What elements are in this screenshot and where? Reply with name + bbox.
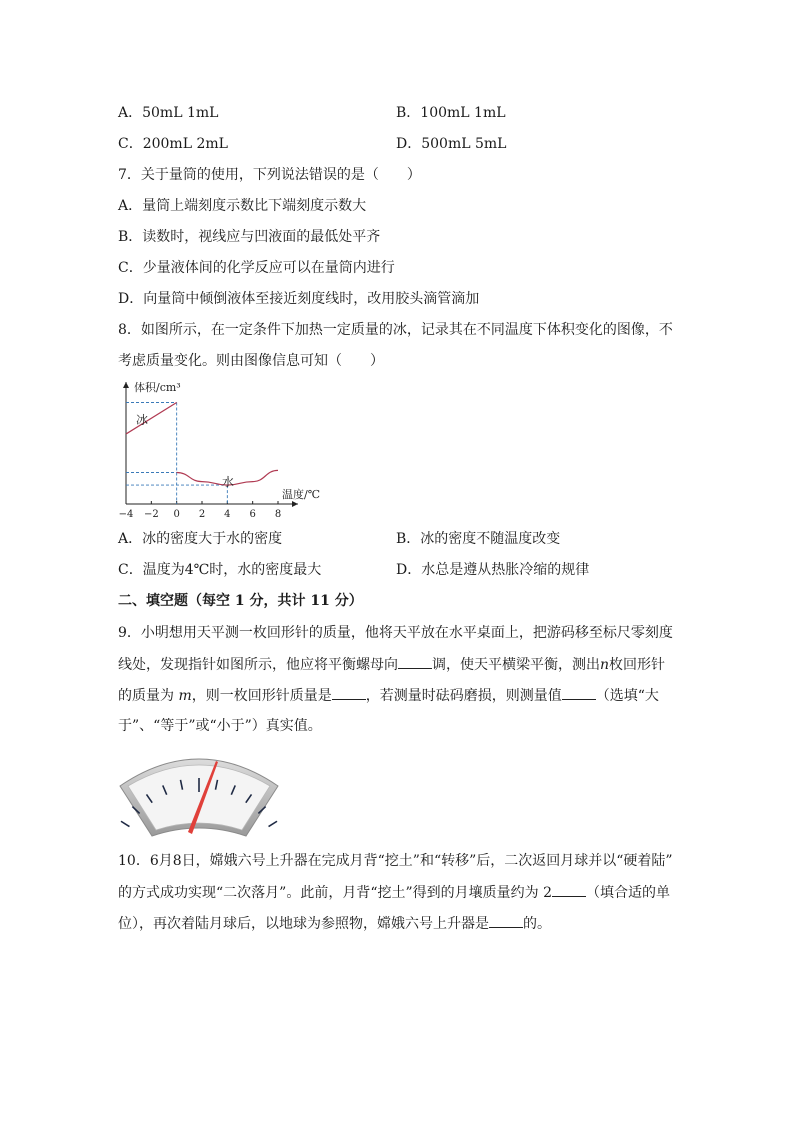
q7-option-b: B．读数时，视线应与凹液面的最低处平齐 xyxy=(118,229,381,245)
volume-temperature-chart xyxy=(112,378,334,523)
x-tick-label: 4 xyxy=(224,509,231,520)
q9-line3-a: 的质量为 xyxy=(118,688,174,704)
q8-option-d: D．水总是遵从热胀冷缩的规律 xyxy=(396,562,590,578)
q10-blank-unit[interactable] xyxy=(552,882,586,897)
q9-blank-compare[interactable] xyxy=(562,685,596,700)
y-axis-label: 体积/cm³ xyxy=(134,381,181,394)
q9-line1: 9．小明想用天平测一枚回形针的质量，他将天平放在水平桌面上，把游码移至标尺零刻度 xyxy=(118,625,673,641)
q9-line2 xyxy=(118,654,665,675)
x-axis-label: 温度/℃ xyxy=(282,488,321,501)
series-ice xyxy=(126,403,177,435)
q8-stem-line2: 考虑质量变化。则由图像信息可知（ ） xyxy=(118,353,384,369)
q7-stem: 7．关于量筒的使用，下列说法错误的是（ ） xyxy=(118,167,421,183)
q9-line2-a: 线处，发现指针如图所示，他应将平衡螺母向 xyxy=(118,657,398,673)
q10-blank-motion[interactable] xyxy=(489,913,523,928)
q7-option-d: D．向量筒中倾倒液体至接近刻度线时，改用胶头滴管滴加 xyxy=(118,291,480,307)
ice-label: 冰 xyxy=(136,413,149,427)
q8-option-a: A．冰的密度大于水的密度 xyxy=(118,531,283,547)
q9-blank-mass[interactable] xyxy=(332,685,366,700)
q10-line2-b: （填合适的单 xyxy=(586,885,670,901)
q9-line3-c: ，若测量时砝码磨损，则测量值 xyxy=(365,688,562,704)
dial-tick xyxy=(121,821,129,826)
section-2-title: 二、填空题（每空 1 分，共计 11 分） xyxy=(118,593,363,609)
x-tick-label: −4 xyxy=(118,509,134,520)
q9-line3 xyxy=(118,685,659,706)
water-label: 水 xyxy=(222,475,235,489)
q6-option-a: A．50mL 1mL xyxy=(118,105,219,121)
q10-line2 xyxy=(118,882,670,903)
q9-blank-direction[interactable] xyxy=(398,654,432,669)
q6-option-d: D．500mL 5mL xyxy=(396,136,507,152)
q9-line2-c: 枚回形针 xyxy=(609,657,666,673)
q9-line2-b: 调，使天平横梁平衡，测出 xyxy=(432,657,600,673)
q8-option-c: C．温度为4℃时，水的密度最大 xyxy=(118,562,322,578)
x-tick-label: 6 xyxy=(249,509,256,520)
q8-stem-line1: 8．如图所示，在一定条件下加热一定质量的冰，记录其在不同温度下体积变化的图像，不 xyxy=(118,322,673,338)
x-tick-label: 8 xyxy=(274,509,282,520)
x-tick-label: 2 xyxy=(198,509,206,520)
q10-line1: 10．6月8日，嫦娥六号上升器在完成月背“挖土”和“转移”后，二次返回月球并以“硬着陆” xyxy=(118,853,673,869)
q7-option-a: A．量筒上端刻度示数比下端刻度示数大 xyxy=(118,198,367,214)
dial-tick xyxy=(269,821,277,826)
q9-line3-d: （选填“大 xyxy=(595,688,659,704)
q9-line3-b: ，则一枚回形针质量是 xyxy=(191,688,332,704)
q8-option-b: B．冰的密度不随温度改变 xyxy=(396,531,561,547)
x-tick-label: −2 xyxy=(143,509,159,520)
q10-line3 xyxy=(118,913,551,934)
q9-var-m: m xyxy=(178,688,192,704)
q9-line4: 于”、“等于”或“小于”）真实值。 xyxy=(118,718,322,734)
q10-line2-a: 的方式成功实现“二次落月”。此前，月背“挖土”得到的月壤质量约为 2 xyxy=(118,885,552,901)
q6-option-c: C．200mL 2mL xyxy=(118,136,228,152)
q10-line3-a: 位），再次着陆月球后，以地球为参照物，嫦娥六号上升器是 xyxy=(118,916,489,932)
q7-option-c: C．少量液体间的化学反应可以在量筒内进行 xyxy=(118,260,395,276)
q6-option-b: B．100mL 1mL xyxy=(396,105,506,121)
q9-var-n: n xyxy=(600,657,610,673)
balance-dial-figure xyxy=(118,750,280,840)
q10-line3-b: 的。 xyxy=(523,916,551,932)
x-tick-label: 0 xyxy=(173,509,180,520)
